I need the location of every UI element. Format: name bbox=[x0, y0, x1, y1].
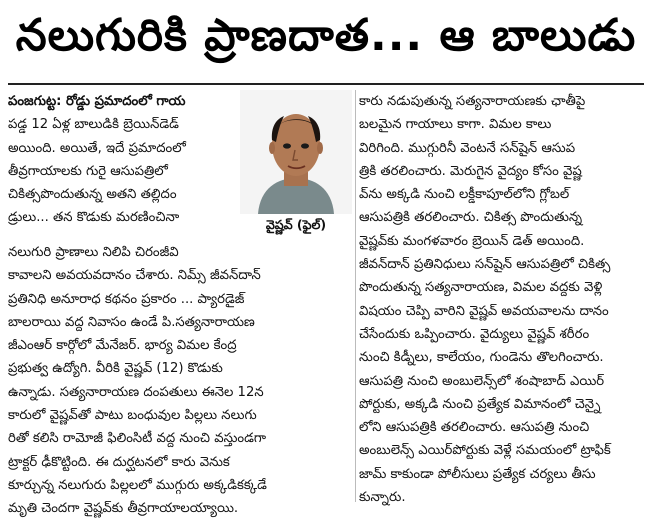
body-line: వ్‌ను అక్కడి నుంచి లక్డీకాపూల్‌లోని గ్లోబల్ bbox=[359, 187, 570, 203]
body-line: కున్నారు. bbox=[359, 490, 406, 506]
body-line: జామ్ కాకుండా పోలీసులు ప్రత్యేక చర్యలు తీసు bbox=[359, 466, 596, 482]
body-line: కారు నడుపుతున్న సత్యనారాయణకు ఛాతీపై bbox=[359, 94, 586, 109]
body-line: లోని ఆసుపత్రికి తరలించారు. ఆసుపత్రి నుంచి bbox=[359, 420, 590, 436]
left-column-bottom bbox=[8, 241, 354, 521]
body-line: చికిత్సపొందుతున్న అతని తల్లిదం bbox=[8, 187, 177, 203]
body-line: ఆసుపత్రికి తరలించారు. చికిత్స పొందుతున్న bbox=[359, 210, 583, 226]
body-line: రితో కలిసి రామోజీ ఫిలింసిటీ వద్ద నుంచి వస్తుండగా bbox=[8, 431, 266, 447]
body-line: బలమైన గాయాలు కాగా. విమల కాలు bbox=[359, 117, 552, 133]
left-column-top bbox=[8, 90, 236, 230]
body-line: నుంచి కిడ్నీలు, కాలేయం, గుండెను తొలగించారు. bbox=[359, 350, 604, 366]
body-line: నలుగురి ప్రాణాలు నిలిపి చిరంజీవి bbox=[8, 245, 179, 260]
boy-portrait-image bbox=[240, 90, 352, 214]
body-line: విషయం చెప్పి వారిని వైష్ణవ్ అవయవాలను దానం bbox=[359, 303, 609, 319]
body-line: వైష్ణవ్‌కు మంగళవారం బ్రెయిన్ డెత్ అయింది. bbox=[359, 233, 585, 249]
headline-rule bbox=[8, 83, 644, 85]
body-line: పడ్డ 12 ఏళ్ల బాలుడికి బ్రెయిన్‌డెడ్ bbox=[8, 117, 179, 133]
body-line: జీవన్‌దాన్ ప్రతినిధులు సన్‌షైన్ ఆసుపత్రిలో చికిత్స bbox=[359, 257, 611, 273]
body-line: త్రికి తరలించారు. మెరుగైన వైద్యం కోసం వైష్ణ bbox=[359, 163, 582, 179]
body-line: కారులో వైష్ణవ్‌తో పాటు బంధువుల పిల్లలు నలుగు bbox=[8, 408, 257, 424]
body-line: చేసేందుకు ఒప్పించారు. వైద్యులు వైష్ణవ్ శరీరం bbox=[359, 326, 590, 342]
body-line: అయింది. అయితే, ఇదే ప్రమాదంలో bbox=[8, 140, 186, 156]
body-line: ట్రాక్టర్ ఢీకొట్టింది. ఈ దుర్ఘటనలో కారు వెనుక bbox=[8, 454, 230, 470]
body-line: కావాలని అవయవదానం చేశారు. నిమ్స్ జీవన్‌దాన్ bbox=[8, 268, 261, 284]
right-column bbox=[359, 90, 646, 509]
body-line: డ్రులు... తన కొడుకు మరణించినా bbox=[8, 210, 180, 226]
body-line: పొందుతున్న సత్యనారాయణ, విమల వద్దకు వెళ్లి bbox=[359, 280, 603, 296]
body-line: ప్రభుత్వ ఉద్యోగి. వీరికి వైష్ణవ్ (12) కొడుకు bbox=[8, 361, 223, 377]
body-line: తీవ్రగాయాలకు గురై ఆసుపత్రిలో bbox=[8, 163, 168, 179]
boy-photo bbox=[240, 90, 352, 214]
body-line: బాలరాయి వద్ద నివాసం ఉండే పి.సత్యనారాయణ bbox=[8, 314, 255, 330]
column-divider bbox=[355, 90, 356, 502]
body-line: మృతి చెందగా వైష్ణవ్‌కు తీవ్రగాయాలయ్యాయి. bbox=[8, 501, 239, 517]
headline: నలుగురికి ప్రాణదాత... ఆ బాలుడు bbox=[15, 10, 637, 61]
photo-caption: వైష్ణవ్ (ఫైల్) bbox=[265, 217, 327, 232]
body-line: ఆసుపత్రి నుంచి అంబులెన్స్‌లో శంషాబాద్ ఎయిర్ bbox=[359, 373, 605, 389]
body-line: కూర్చున్న నలుగురు పిల్లలలో ముగ్గురు అక్కడికక్కడే bbox=[8, 477, 267, 493]
body-line: జీఎంఆర్ కార్గోలో మేనేజర్. భార్య విమల కేంద్ర bbox=[8, 338, 237, 354]
body-line: పంజగుట్ట: రోడ్డు ప్రమాదంలో గాయ bbox=[8, 94, 186, 109]
body-line: అంబులెన్స్ ఎయిర్‌పోర్టుకు వెళ్లే సమయంలో ట్రాఫిక్ bbox=[359, 443, 611, 459]
body-line: పోర్టుకు, అక్కడి నుంచి ప్రత్యేక విమానంలో చెన్నై bbox=[359, 396, 601, 412]
body-line: ఉన్నాడు. సత్యనారాయణ దంపతులు ఈనెల 12న bbox=[8, 384, 264, 400]
body-line: ప్రతినిధి అనూరాధ కథనం ప్రకారం ... ప్యారడైజ్ bbox=[8, 291, 245, 307]
body-line: విరిగింది. ముగ్గురినీ వెంటనే సన్‌షైన్ ఆసుప bbox=[359, 140, 576, 156]
